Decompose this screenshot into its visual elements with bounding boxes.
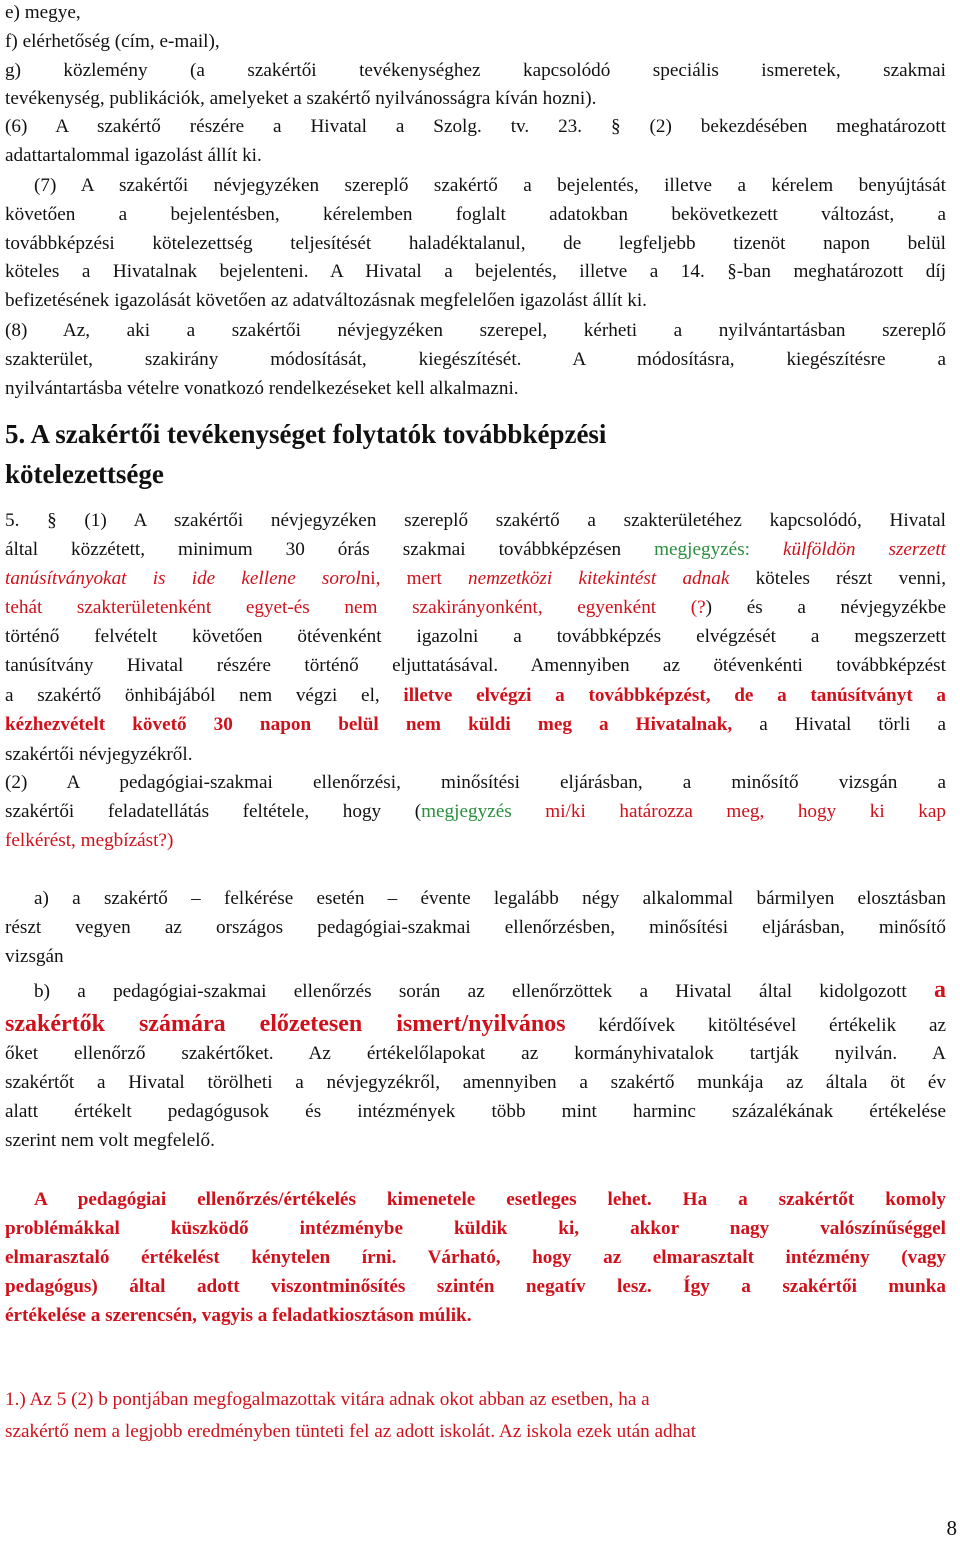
note-line: elmarasztaló értékelést kénytelen írni. Várható, hogy az elmarasztalt intézmény (vagy	[5, 1247, 946, 1268]
text-line	[5, 710, 946, 739]
text-line: g) közlemény (a szakértői tevékenységhez kapcsolódó speciális ismeretek, szakmai	[5, 60, 946, 81]
comment-label: megjegyzés:	[654, 539, 783, 560]
section-heading: 5. A szakértői tevékenységet folytatók továbbképzési	[5, 419, 607, 449]
note-line: A pedagógiai ellenőrzés/értékelés kimenetele esetleges lehet. Ha a szakértőt komoly	[34, 1189, 946, 1210]
text-line: nyilvántartásba vételre vonatkozó rendelkezéseket kell alkalmazni.	[5, 378, 519, 399]
comment-text: ert	[421, 568, 469, 589]
text-line: (6) A szakértő részére a Hivatal a Szolg. tv. 23. § (2) bekezdésében meghatározott	[5, 116, 946, 137]
text-line: befizetésének igazolását követően az adatváltozásnak megfelelően igazolást állít ki.	[5, 290, 647, 311]
text-line: (2) A pedagógiai-szakmai ellenőrzési, minősítési eljárásban, a minősítő vizsgán a	[5, 772, 946, 793]
text-line: felkérést, megbízást?)	[5, 830, 174, 851]
comment-text: tanúsítványokat is ide kellene sorol	[5, 568, 361, 589]
text-line: részt vegyen az országos pedagógiai-szakmai ellenőrzésben, minősítési eljárásban, minősítő	[5, 917, 946, 938]
comment-text: külföldön szerzett	[782, 539, 947, 560]
comment-label: megjegyzés	[421, 801, 512, 822]
text-line	[5, 681, 946, 710]
page-number: 8	[946, 1516, 957, 1540]
text-line	[5, 976, 946, 1006]
text-line: e) megye,	[5, 2, 81, 23]
footnote-line: 1.) Az 5 (2) b pontjában megfogalmazottak vitára adnak okot abban az esetben, ha a	[5, 1389, 650, 1410]
note-line: problémákkal küszködő intézménybe küldik ki, akkor nagy valószínűséggel	[5, 1218, 946, 1239]
emphasis-text: szakértők számára előzetesen ismert/nyilvános	[5, 1011, 566, 1037]
section-heading: kötelezettsége	[5, 459, 164, 489]
text-line: köteles a Hivatalnak bejelenteni. A Hivatal a bejelentés, illetve a 14. §-ban meghatározott díj	[5, 261, 946, 282]
text-span: a szakértő önhibájából nem végzi el,	[5, 685, 404, 706]
text-line: őket ellenőrző szakértőket. Az értékelőlapokat az kormányhivatalok tartják nyilván. A	[5, 1043, 946, 1064]
footnote-line: szakértő nem a legjobb eredményben tünteti fel az adott iskolát. Az iskola ezek után adhat	[5, 1421, 697, 1442]
text-span: kérdőívek kitöltésével értékelik az	[565, 1015, 946, 1036]
text-line: szakterület, szakirány módosítását, kiegészítését. A módosításra, kiegészítésre a	[5, 349, 946, 370]
text-line: alatt értékelt pedagógusok és intézmények több mint harminc százalékának értékelése	[5, 1101, 946, 1122]
text-span: ) és a névjegyzékbe	[705, 597, 946, 618]
text-line: történő felvételt követően ötévenként igazolni a továbbképzés elvégzését a megszerzett	[5, 626, 946, 647]
text-line: (8) Az, aki a szakértői névjegyzéken szerepel, kérheti a nyilvántartásban szereplő	[5, 320, 946, 341]
text-span: b) a pedagógiai-szakmai ellenőrzés során az ellenőrzöttek a Hivatal által kidolgozott	[34, 981, 934, 1002]
text-line: f) elérhetőség (cím, e-mail),	[5, 31, 220, 52]
text-line: tanúsítvány Hivatal részére történő eljuttatásával. Amennyiben az ötévenkénti továbbképzést	[5, 655, 946, 676]
text-line	[5, 564, 946, 593]
text-line: szerint nem volt megfelelő.	[5, 1130, 215, 1151]
comment-text: ni, m	[360, 568, 422, 589]
text-line: szakértőt a Hivatal törölheti a névjegyzékről, amennyiben a szakértő munkája az általa öt év	[5, 1072, 946, 1093]
emphasis-text: illetve elvégzi a továbbképzést, de a tanúsítványt a	[403, 685, 946, 706]
text-line: követően a bejelentésben, kérelemben foglalt adatokban bekövetkezett változást, a	[5, 204, 946, 225]
text-line: vizsgán	[5, 946, 64, 967]
text-line: adattartalommal igazolást állít ki.	[5, 145, 262, 166]
note-line: értékelése a szerencsén, vagyis a feladatkiosztáson múlik.	[5, 1305, 472, 1326]
comment-text: mi/ki határozza meg, hogy ki kap	[511, 801, 946, 822]
comment-text: tehát szakterületenként egyet-és nem szakirányonként, egyenként (?	[5, 597, 706, 618]
text-line	[5, 593, 946, 622]
text-span: köteles részt venni,	[729, 568, 946, 589]
text-line: tevékenység, publikációk, amelyeket a szakértő nyilvánosságra kíván hozni).	[5, 88, 597, 109]
text-line	[5, 1010, 946, 1040]
text-span: által közzétett, minimum 30 órás szakmai továbbképzésen	[5, 539, 655, 560]
text-line: 5. § (1) A szakértői névjegyzéken szereplő szakértő a szakterületéhez kapcsolódó, Hivatal	[5, 510, 946, 531]
text-span: a Hivatal törli a	[732, 714, 946, 735]
text-line	[5, 535, 946, 564]
text-line	[5, 797, 946, 826]
text-line: a) a szakértő – felkérése esetén – évente legalább négy alkalommal bármilyen elosztásban	[34, 888, 946, 909]
comment-text: nemzetközi kitekintést adnak	[468, 568, 730, 589]
text-line: továbbképzési kötelezettség teljesítését haladéktalanul, de legfeljebb tizenöt napon belül	[5, 233, 946, 254]
text-span: szakértői feladatellátás feltétele, hogy (	[5, 801, 422, 822]
text-line: (7) A szakértői névjegyzéken szereplő szakértő a bejelentés, illetve a kérelem benyújtását	[34, 175, 946, 196]
text-line: szakértői névjegyzékről.	[5, 744, 193, 765]
emphasis-text: a	[934, 977, 946, 1003]
note-line: pedagógus) által adott viszontminősítés szintén negatív lesz. Így a szakértői munka	[5, 1276, 946, 1297]
emphasis-text: kézhezvételt követő 30 napon belül nem küldi meg a Hivatalnak,	[5, 714, 733, 735]
